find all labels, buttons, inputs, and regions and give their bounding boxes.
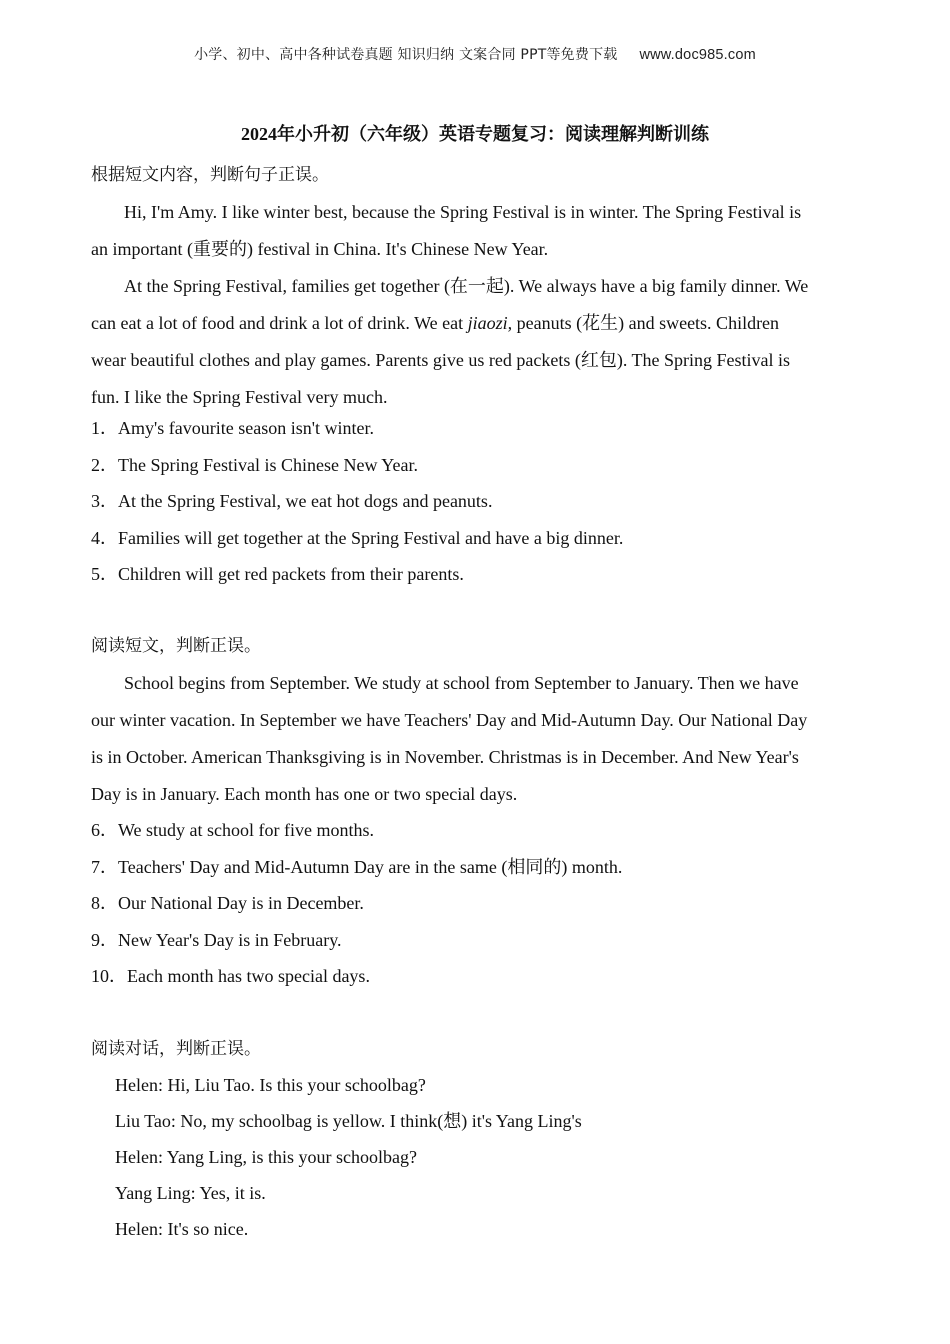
dialogue-line: Yang Ling: Yes, it is.: [115, 1183, 266, 1203]
section-1: [91, 157, 861, 416]
section-2-instruction: 阅读短文，判断正误。: [91, 636, 261, 656]
question-text: Children will get red packets from their parents.: [118, 564, 464, 585]
question-item: [91, 922, 861, 959]
section-2-questions: [91, 812, 861, 995]
question-number: 3．: [91, 491, 118, 512]
question-text: The Spring Festival is Chinese New Year.: [118, 454, 418, 475]
passage-2-line: School begins from September. We study at school from September to January. Then we have: [124, 673, 799, 693]
question-item: [91, 849, 861, 886]
question-text: Families will get together at the Spring Festival and have a big dinner.: [118, 527, 624, 548]
question-number: 6．: [91, 820, 118, 840]
question-number: 2．: [91, 454, 118, 475]
header-text: 小学、初中、高中各种试卷真题 知识归纳 文案合同 PPT等免费下载: [194, 47, 618, 63]
section-3: [91, 1031, 861, 1247]
question-text: Each month has two special days.: [127, 966, 370, 987]
passage-2-line: our winter vacation. In September we have Teachers' Day and Mid-Autumn Day. Our National Day: [91, 710, 808, 730]
question-text: Amy's favourite season isn't winter.: [118, 418, 374, 438]
section-1-questions: [91, 410, 861, 593]
question-number: 7．: [91, 856, 118, 877]
page-header: [0, 44, 950, 64]
passage-1-line: wear beautiful clothes and play games. Parents give us red packets (红包). The Spring Festival is: [91, 350, 790, 370]
dialogue-line: Helen: It's so nice.: [115, 1219, 249, 1239]
question-item: [91, 447, 861, 484]
question-text: Our National Day is in December.: [118, 893, 364, 914]
dialogue-line: Helen: Yang Ling, is this your schoolbag?: [115, 1147, 417, 1167]
passage-1-italic-word: jiaozi,: [467, 313, 513, 333]
question-item: [91, 483, 861, 520]
passage-1-line: [91, 305, 861, 342]
question-number: 10．: [91, 966, 127, 987]
question-number: 4．: [91, 527, 118, 548]
passage-1-line: At the Spring Festival, families get together (在一起). We always have a big family dinner. We: [124, 276, 809, 296]
question-item: [91, 520, 861, 557]
section-2: [91, 628, 861, 813]
page-title: 2024年小升初（六年级）英语专题复习：阅读理解判断训练: [241, 124, 709, 144]
question-item: [91, 556, 861, 593]
question-number: 8．: [91, 893, 118, 914]
header-url[interactable]: www.doc985.com: [639, 47, 756, 63]
question-item: [91, 812, 861, 849]
question-number: 1．: [91, 418, 118, 438]
question-text: New Year's Day is in February.: [118, 929, 342, 950]
question-text: At the Spring Festival, we eat hot dogs and peanuts.: [118, 491, 493, 512]
question-text: Teachers' Day and Mid-Autumn Day are in the same (相同的) month.: [118, 856, 623, 877]
passage-1-line: Hi, I'm Amy. I like winter best, because the Spring Festival is in winter. The Spring Festival is: [124, 202, 802, 222]
question-item: [91, 410, 861, 447]
passage-2-line: Day is in January. Each month has one or two special days.: [91, 784, 518, 804]
section-1-instruction: 根据短文内容，判断句子正误。: [91, 165, 329, 185]
section-3-instruction: 阅读对话，判断正误。: [91, 1039, 261, 1059]
passage-1-line: fun. I like the Spring Festival very much.: [91, 387, 388, 407]
question-number: 9．: [91, 929, 118, 950]
passage-1-text: peanuts (花生) and sweets. Children: [512, 313, 780, 333]
question-item: [91, 958, 861, 995]
question-number: 5．: [91, 564, 118, 585]
passage-1-line: an important (重要的) festival in China. It's Chinese New Year.: [91, 239, 549, 259]
passage-1-text: can eat a lot of food and drink a lot of drink. We eat: [91, 313, 468, 333]
question-item: [91, 885, 861, 922]
question-text: We study at school for five months.: [118, 820, 375, 840]
dialogue-line: Liu Tao: No, my schoolbag is yellow. I think(想) it's Yang Ling's: [115, 1111, 582, 1131]
passage-2-line: is in October. American Thanksgiving is in November. Christmas is in December. And New Year's: [91, 747, 799, 767]
dialogue-line: Helen: Hi, Liu Tao. Is this your schoolbag?: [115, 1075, 426, 1095]
